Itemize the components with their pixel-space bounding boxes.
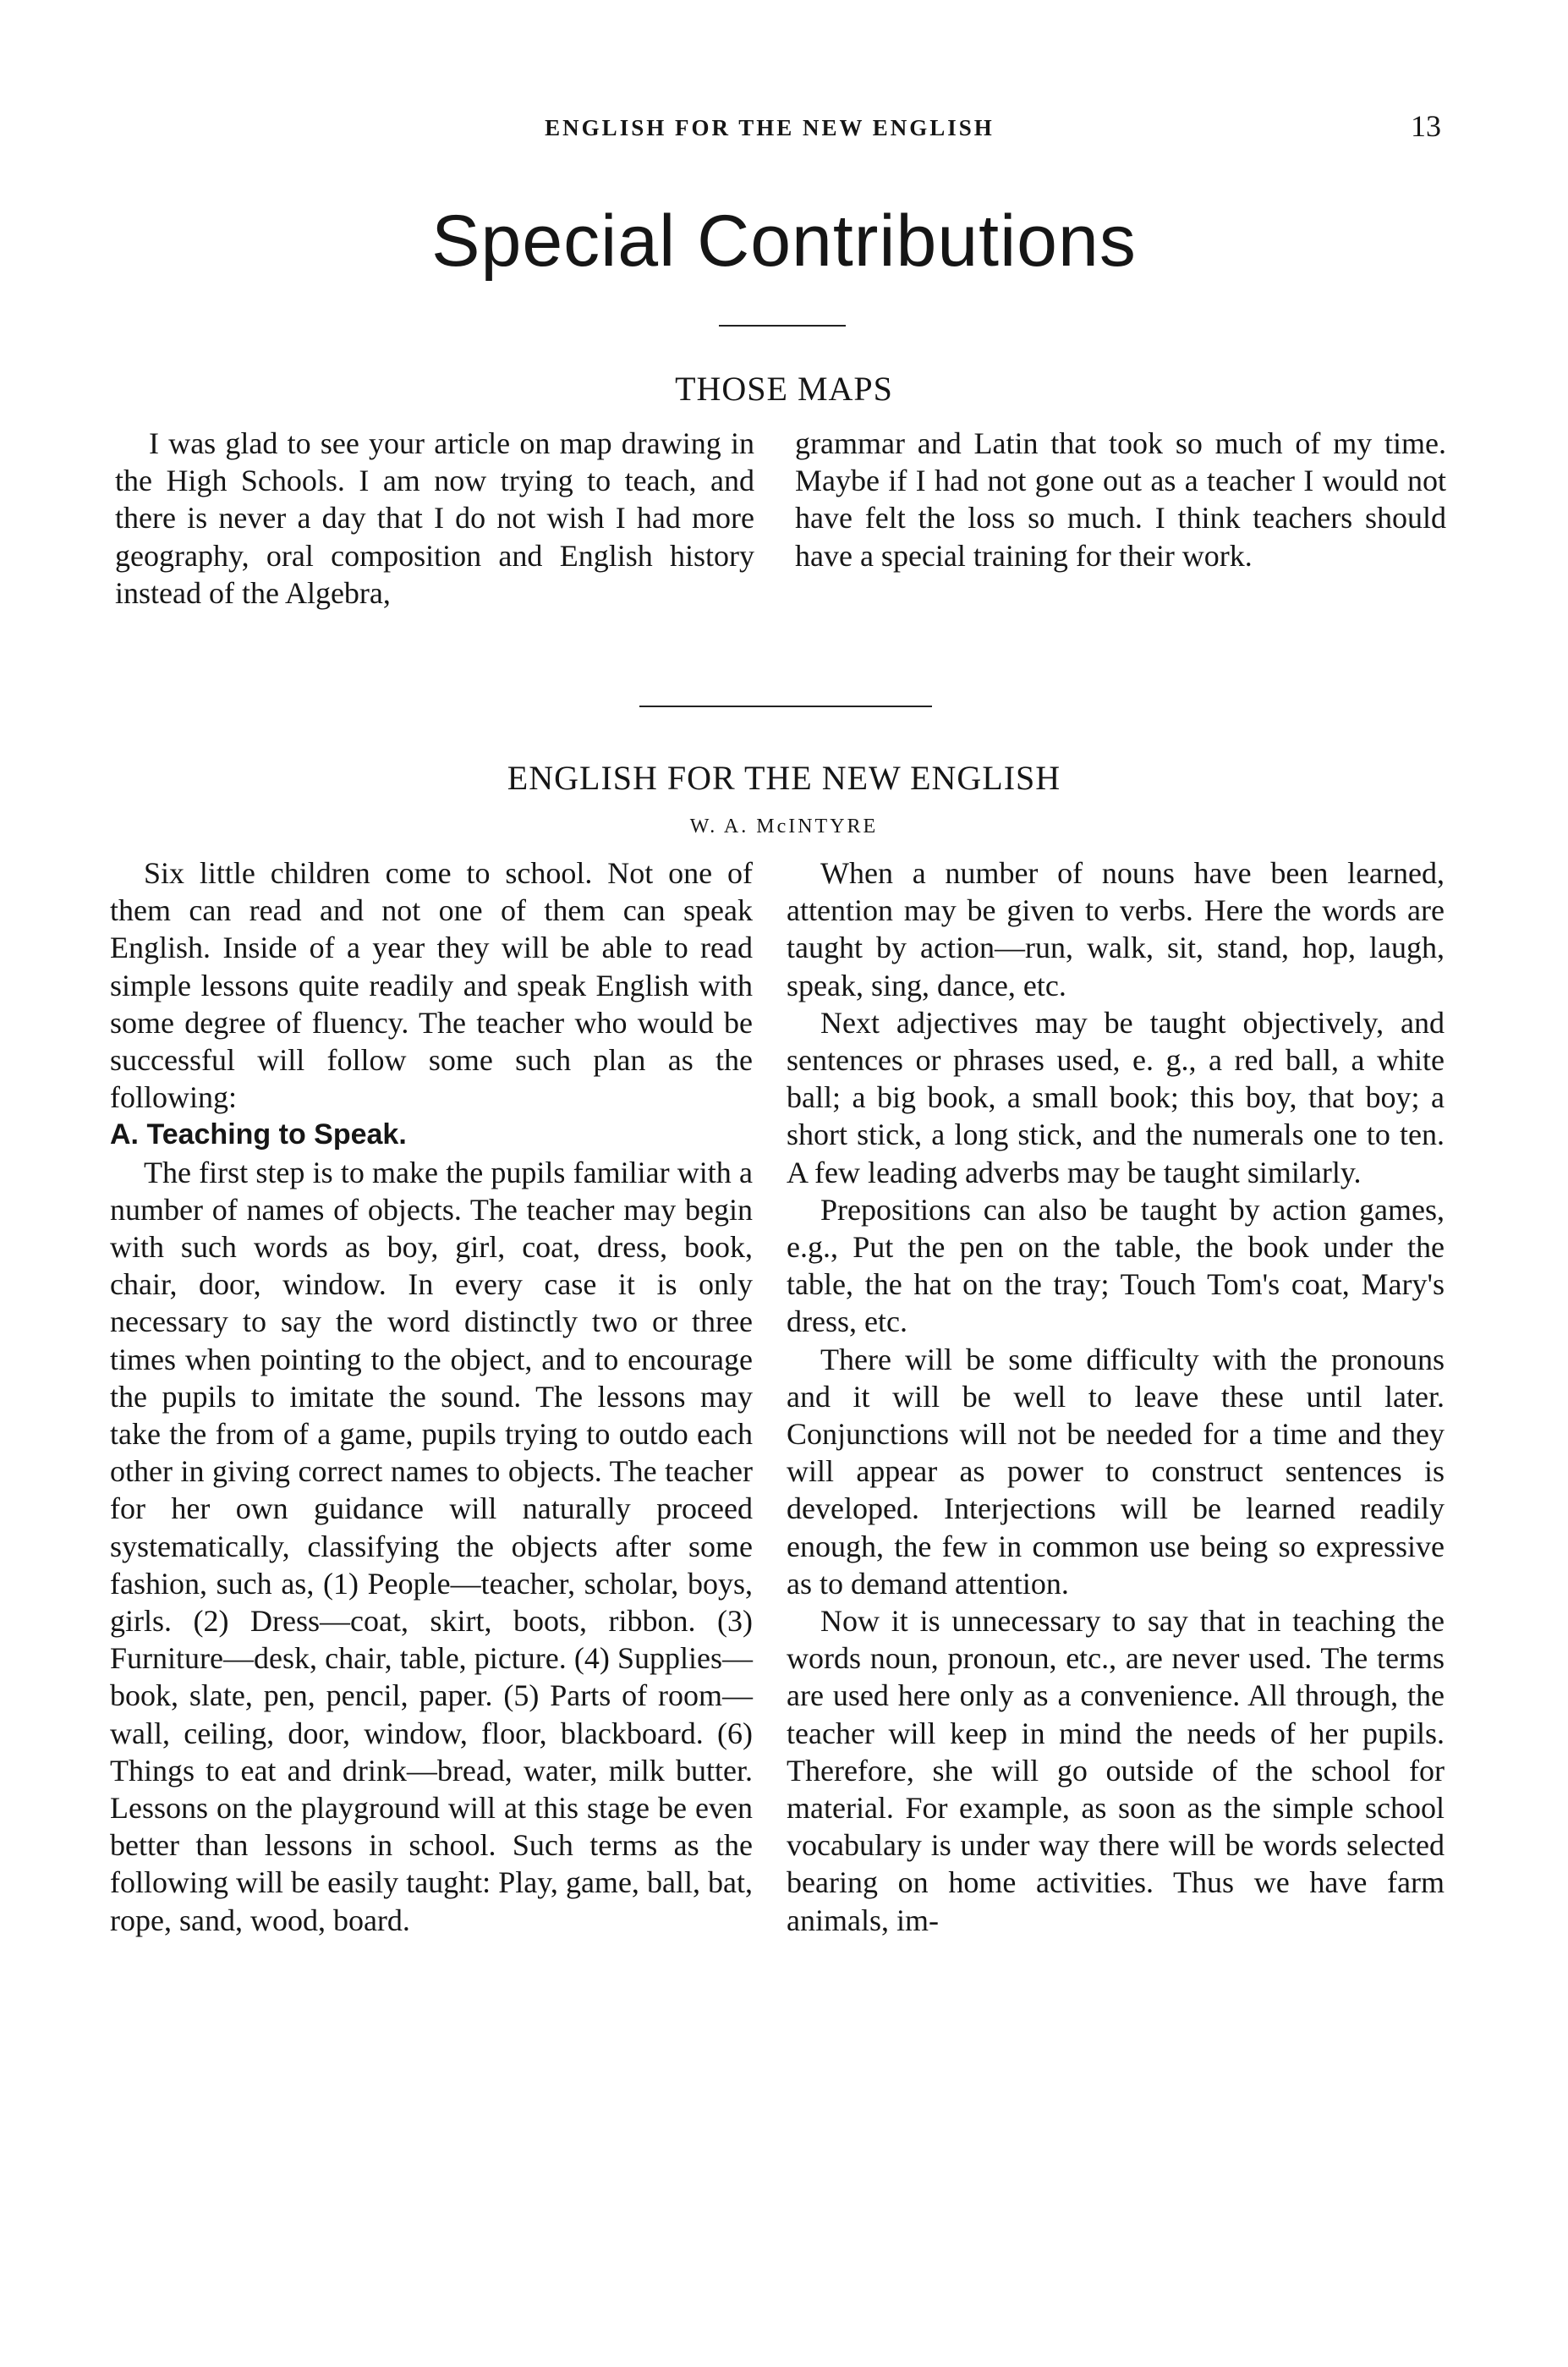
- main-title: Special Contributions: [431, 200, 1137, 282]
- article2-right-paragraph: Now it is unnecessary to say that in teaching the words noun, pronoun, etc., are never used. The terms are used here only as a convenience. All through, the teacher will keep in mind the needs of her pupils. Therefore, she will go outside of the school for material. For example, as soon as the simple school vocabulary is under way there will be words selected bearing on home activities. Thus we have farm animals, im-: [787, 1604, 1445, 1937]
- section-divider: [639, 706, 932, 707]
- article2-right-paragraph: Prepositions can also be taught by action games, e.g., Put the pen on the table, the book under the table, the hat on the tray; Touch Tom's coat, Mary's dress, etc.: [787, 1192, 1445, 1339]
- running-head: ENGLISH FOR THE NEW ENGLISH: [545, 115, 995, 140]
- title-divider: [719, 325, 846, 327]
- article2-heading: ENGLISH FOR THE NEW ENGLISH: [507, 759, 1061, 797]
- article2-right-column: [787, 854, 1445, 1939]
- article2-byline: W. A. McINTYRE: [689, 816, 879, 838]
- article2-subheading: A. Teaching to Speak.: [110, 1118, 407, 1151]
- article1-left-paragraph: I was glad to see your article on map drawing in the High Schools. I am now trying to teach, and there is never a day that I do not wish I had more geography, oral composition and English history instead of the Algebra,: [115, 426, 754, 610]
- article2-intro-paragraph: Six little children come to school. Not one of them can read and not one of them can speak English. Inside of a year they will be able to read simple lessons quite readily and speak English with some degree of fluency. The teacher who would be successful will follow some such plan as the following:: [110, 856, 753, 1115]
- article2-right-paragraph: When a number of nouns have been learned, attention may be given to verbs. Here the words are taught by action—run, walk, sit, stand, hop, laugh, speak, sing, dance, etc.: [787, 856, 1445, 1002]
- article2-left-paragraph: The first step is to make the pupils familiar with a number of names of objects. The teacher may begin with such words as boy, girl, coat, dress, book, chair, door, window. In every case it is only necessary to say the word distinctly two or three times when pointing to the object, and to encourage the pupils to imitate the sound. The lessons may take the from of a game, pupils trying to outdo each other in giving correct names to objects. The teacher for her own guidance will naturally proceed systematically, classifying the objects after some fashion, such as, (1) People—teacher, scholar, boys, girls. (2) Dress—coat, skirt, boots, ribbon. (3) Furniture—desk, chair, table, picture. (4) Supplies—book, slate, pen, pencil, paper. (5) Parts of room—wall, ceiling, door, window, floor, blackboard. (6) Things to eat and drink—bread, water, milk butter. Lessons on the playground will at this stage be even better than lessons in school. Such terms as the following will be easily taught: Play, game, ball, bat, rope, sand, wood, board.: [110, 1155, 753, 1937]
- article1-heading: THOSE MAPS: [675, 370, 893, 408]
- page-number: 13: [1411, 109, 1441, 143]
- article2-right-paragraph: Next adjectives may be taught objectively, and sentences or phrases used, e. g., a red ball, a white ball; a big book, a small book; this boy, that boy; a short stick, a long stick, and the numerals one to ten. A few leading adverbs may be taught similarly.: [787, 1005, 1445, 1189]
- article1-right-column: [795, 425, 1446, 574]
- article2-left-column: [110, 854, 753, 1939]
- article2-right-paragraph: There will be some difficulty with the pronouns and it will be well to leave these until later. Conjunctions will not be needed for a time and they will appear as power to construct sentences is developed. Interjections will be learned readily enough, the few in common use being so expressive as to demand attention.: [787, 1342, 1445, 1601]
- article1-right-paragraph: grammar and Latin that took so much of my time. Maybe if I had not gone out as a teacher I would not have felt the loss so much. I think teachers should have a special training for their work.: [795, 426, 1446, 573]
- article1-left-column: [115, 425, 754, 612]
